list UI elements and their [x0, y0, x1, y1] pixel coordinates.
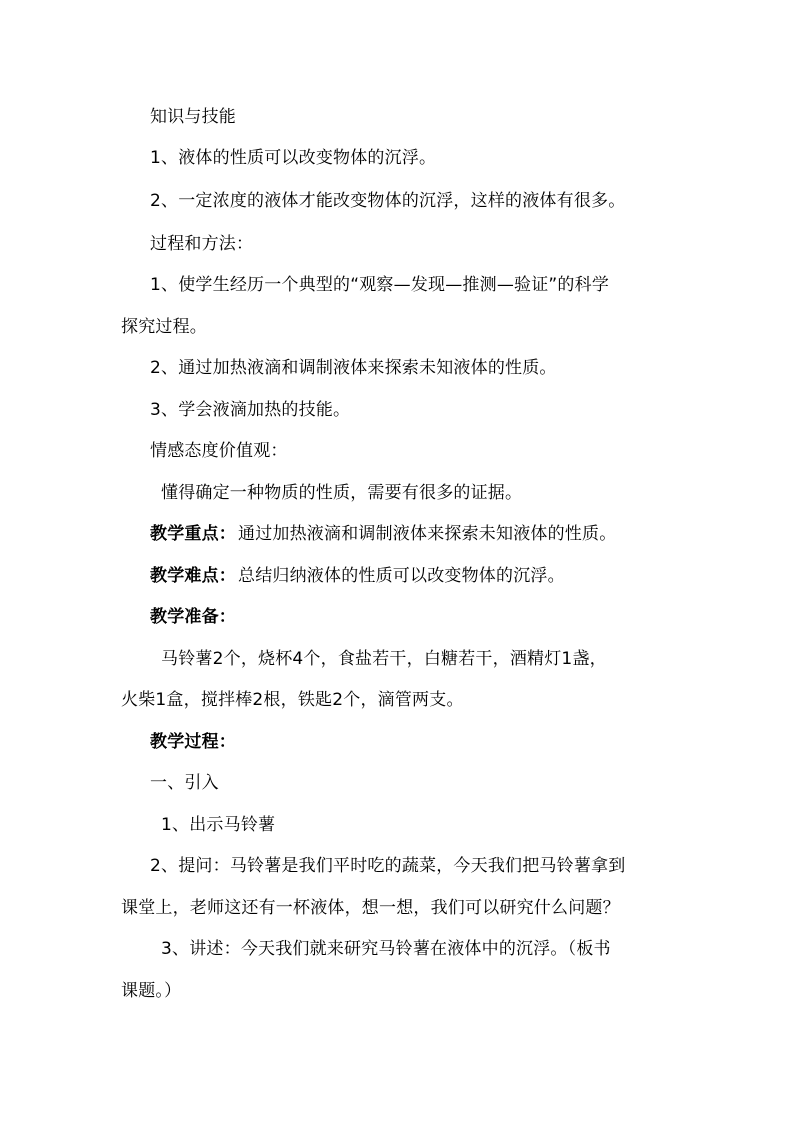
paragraph-preparation-line-2: 火柴1盒，搅拌棒2根，铁匙2个，滴管两支。 [121, 690, 464, 710]
paragraph-intro-3-line-2: 课题。） [121, 981, 182, 1001]
paragraph-emotion-values: 懂得确定一种物质的性质，需要有很多的证据。 [161, 483, 523, 503]
heading-process-method: 过程和方法： [150, 234, 254, 254]
label-teaching-difficulty: 教学难点： [150, 566, 236, 586]
paragraph-intro-1: 1、出示马铃薯 [161, 815, 276, 835]
text-teaching-key-point: 通过加热液滴和调制液体来探索未知液体的性质。 [238, 524, 617, 544]
paragraph-knowledge-1: 1、液体的性质可以改变物体的沉浮。 [150, 148, 437, 168]
paragraph-process-1-line-2: 探究过程。 [121, 317, 207, 337]
paragraph-process-3: 3、学会液滴加热的技能。 [150, 400, 351, 420]
heading-emotion-values: 情感态度价值观： [150, 441, 288, 461]
paragraph-intro-3-line-1: 3、讲述：今天我们就来研究马铃薯在液体中的沉浮。（板书 [161, 939, 611, 959]
heading-teaching-preparation: 教学准备： [150, 607, 236, 627]
label-teaching-key-point: 教学重点： [150, 524, 236, 544]
paragraph-knowledge-2: 2、一定浓度的液体才能改变物体的沉浮，这样的液体有很多。 [150, 191, 626, 211]
paragraph-intro-2-line-2: 课堂上，老师这还有一杯液体，想一想，我们可以研究什么问题？ [121, 898, 620, 918]
paragraph-process-2: 2、通过加热液滴和调制液体来探索未知液体的性质。 [150, 358, 557, 378]
heading-introduction: 一、引入 [150, 773, 219, 793]
heading-teaching-process: 教学过程： [150, 732, 236, 752]
paragraph-preparation-line-1: 马铃薯2个，烧杯4个，食盐若干，白糖若干，酒精灯1盏， [161, 649, 607, 669]
paragraph-process-1-line-1: 1、使学生经历一个典型的“观察—发现—推测—验证”的科学 [150, 275, 610, 295]
text-teaching-difficulty: 总结归纳液体的性质可以改变物体的沉浮。 [238, 566, 565, 586]
heading-knowledge-skills: 知识与技能 [150, 107, 236, 127]
paragraph-intro-2-line-1: 2、提问：马铃薯是我们平时吃的蔬菜，今天我们把马铃薯拿到 [150, 856, 626, 876]
